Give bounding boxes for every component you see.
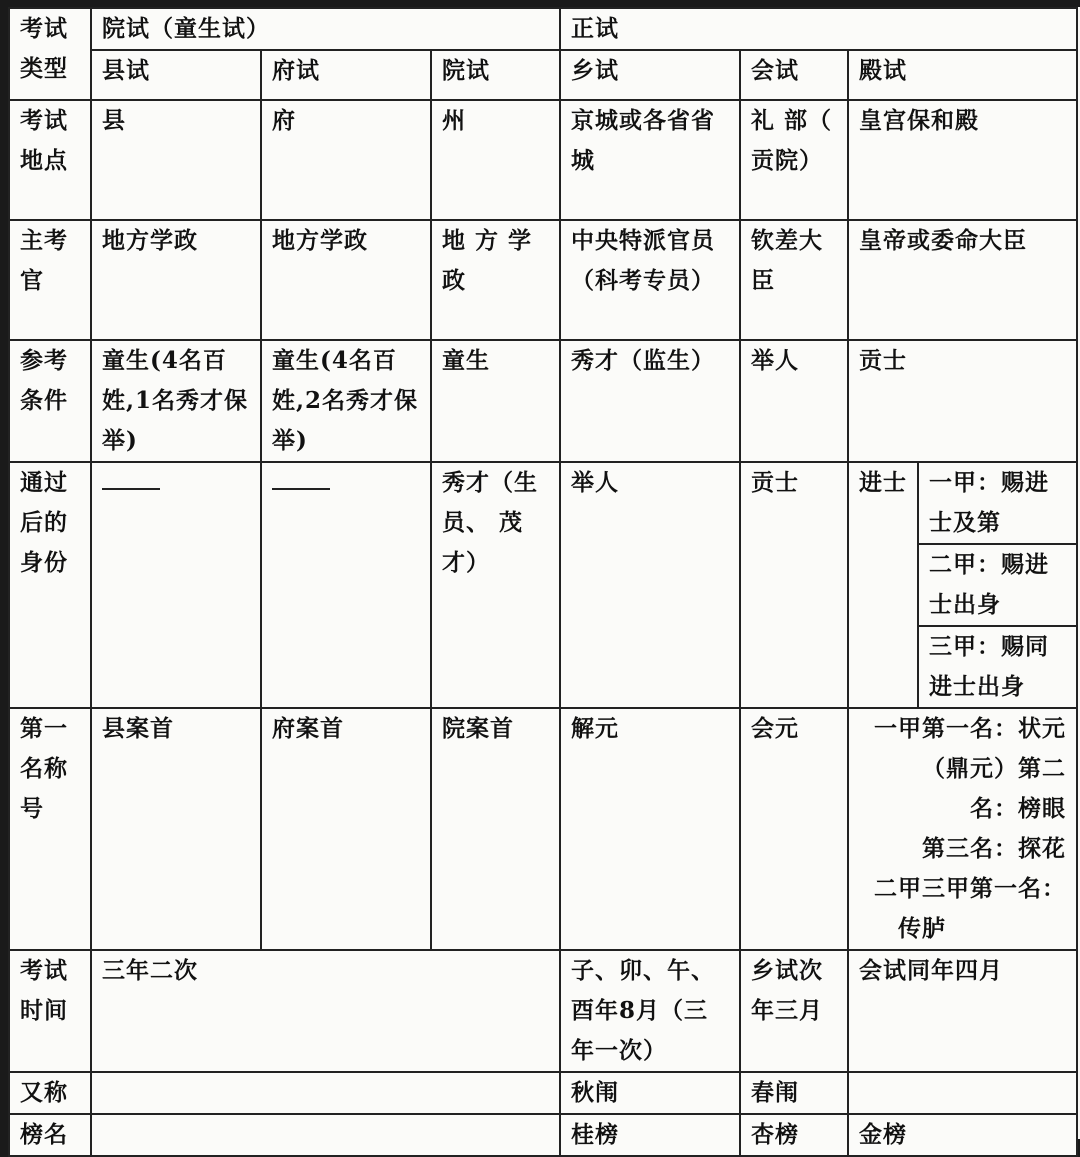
row-label-eligibility: 参考条件 — [9, 340, 91, 462]
list-name-huishi: 杏榜 — [740, 1114, 848, 1156]
status-dianshi-jinshi: 进士 — [848, 462, 918, 708]
level-header-yuanshi: 院试 — [431, 50, 560, 100]
dash-mark — [272, 488, 330, 490]
location-yuanshi: 州 — [431, 100, 560, 220]
dianshi-title-line: 传胪 — [898, 915, 947, 942]
dianshi-title-line: 名：榜眼 — [970, 795, 1067, 822]
location-fushi: 府 — [261, 100, 431, 220]
image-border-left — [0, 0, 8, 1139]
jinshi-rank-3: 三甲：赐同进士出身 — [918, 626, 1077, 708]
row-label-examiner: 主考官 — [9, 220, 91, 340]
location-xiangshi: 京城或各省省城 — [560, 100, 740, 220]
first-place-yuanshi: 院案首 — [431, 708, 560, 950]
examiner-xiangshi: 中央特派官员（科考专员） — [560, 220, 740, 340]
dianshi-title-line: 第三名：探花 — [922, 835, 1067, 862]
row-label-alias: 又称 — [9, 1072, 91, 1114]
status-xianshi — [91, 462, 261, 708]
dash-mark — [102, 488, 160, 490]
examiner-dianshi: 皇帝或委命大臣 — [848, 220, 1077, 340]
first-place-xianshi: 县案首 — [91, 708, 261, 950]
exam-time-huishi: 乡试次年三月 — [740, 950, 848, 1072]
location-dianshi: 皇宫保和殿 — [848, 100, 1077, 220]
row-label-list-name: 榜名 — [9, 1114, 91, 1156]
level-header-dianshi: 殿试 — [848, 50, 1077, 100]
list-name-dianshi: 金榜 — [848, 1114, 1077, 1156]
imperial-exam-table — [8, 7, 1078, 1157]
alias-huishi: 春闱 — [740, 1072, 848, 1114]
group-header-yuanshi: 院试（童生试） — [91, 8, 560, 50]
list-name-xiangshi: 桂榜 — [560, 1114, 740, 1156]
status-fushi — [261, 462, 431, 708]
exam-time-dianshi: 会试同年四月 — [848, 950, 1077, 1072]
status-huishi: 贡士 — [740, 462, 848, 708]
status-yuanshi: 秀才（生员、 茂才） — [431, 462, 560, 708]
jinshi-rank-1: 一甲：赐进士及第 — [918, 462, 1077, 544]
eligibility-xianshi: 童生(4名百姓,1名秀才保举) — [91, 340, 261, 462]
alias-yuanshi — [91, 1072, 560, 1114]
level-header-huishi: 会试 — [740, 50, 848, 100]
exam-time-yuanshi: 三年二次 — [91, 950, 560, 1072]
examiner-xianshi: 地方学政 — [91, 220, 261, 340]
row-label-exam-type: 考试类型 — [9, 8, 91, 100]
first-place-huishi: 会元 — [740, 708, 848, 950]
row-label-location: 考试地点 — [9, 100, 91, 220]
exam-time-xiangshi: 子、卯、午、酉年8月（三年一次） — [560, 950, 740, 1072]
dianshi-title-line: （鼎元）第二 — [922, 755, 1067, 782]
location-huishi: 礼 部（ 贡院） — [740, 100, 848, 220]
level-header-xianshi: 县试 — [91, 50, 261, 100]
list-name-yuanshi — [91, 1114, 560, 1156]
first-place-dianshi — [848, 708, 1077, 950]
status-xiangshi: 举人 — [560, 462, 740, 708]
eligibility-huishi: 举人 — [740, 340, 848, 462]
eligibility-xiangshi: 秀才（监生） — [560, 340, 740, 462]
eligibility-dianshi: 贡士 — [848, 340, 1077, 462]
alias-xiangshi: 秋闱 — [560, 1072, 740, 1114]
level-header-xiangshi: 乡试 — [560, 50, 740, 100]
location-xianshi: 县 — [91, 100, 261, 220]
examiner-huishi: 钦差大臣 — [740, 220, 848, 340]
row-label-first-place: 第一名称号 — [9, 708, 91, 950]
row-label-status-after: 通过后的身份 — [9, 462, 91, 708]
image-border-top — [0, 0, 1080, 7]
eligibility-fushi: 童生(4名百姓,2名秀才保举) — [261, 340, 431, 462]
row-label-exam-time: 考试时间 — [9, 950, 91, 1072]
dianshi-title-line: 一甲第一名：状元 — [874, 715, 1067, 742]
examiner-fushi: 地方学政 — [261, 220, 431, 340]
dianshi-title-line: 二甲三甲第一名： — [874, 875, 1067, 902]
level-header-fushi: 府试 — [261, 50, 431, 100]
alias-dianshi — [848, 1072, 1077, 1114]
examiner-yuanshi: 地 方 学 政 — [431, 220, 560, 340]
eligibility-yuanshi: 童生 — [431, 340, 560, 462]
jinshi-rank-2: 二甲：赐进士出身 — [918, 544, 1077, 626]
group-header-zhengshi: 正试 — [560, 8, 1077, 50]
first-place-fushi: 府案首 — [261, 708, 431, 950]
first-place-xiangshi: 解元 — [560, 708, 740, 950]
